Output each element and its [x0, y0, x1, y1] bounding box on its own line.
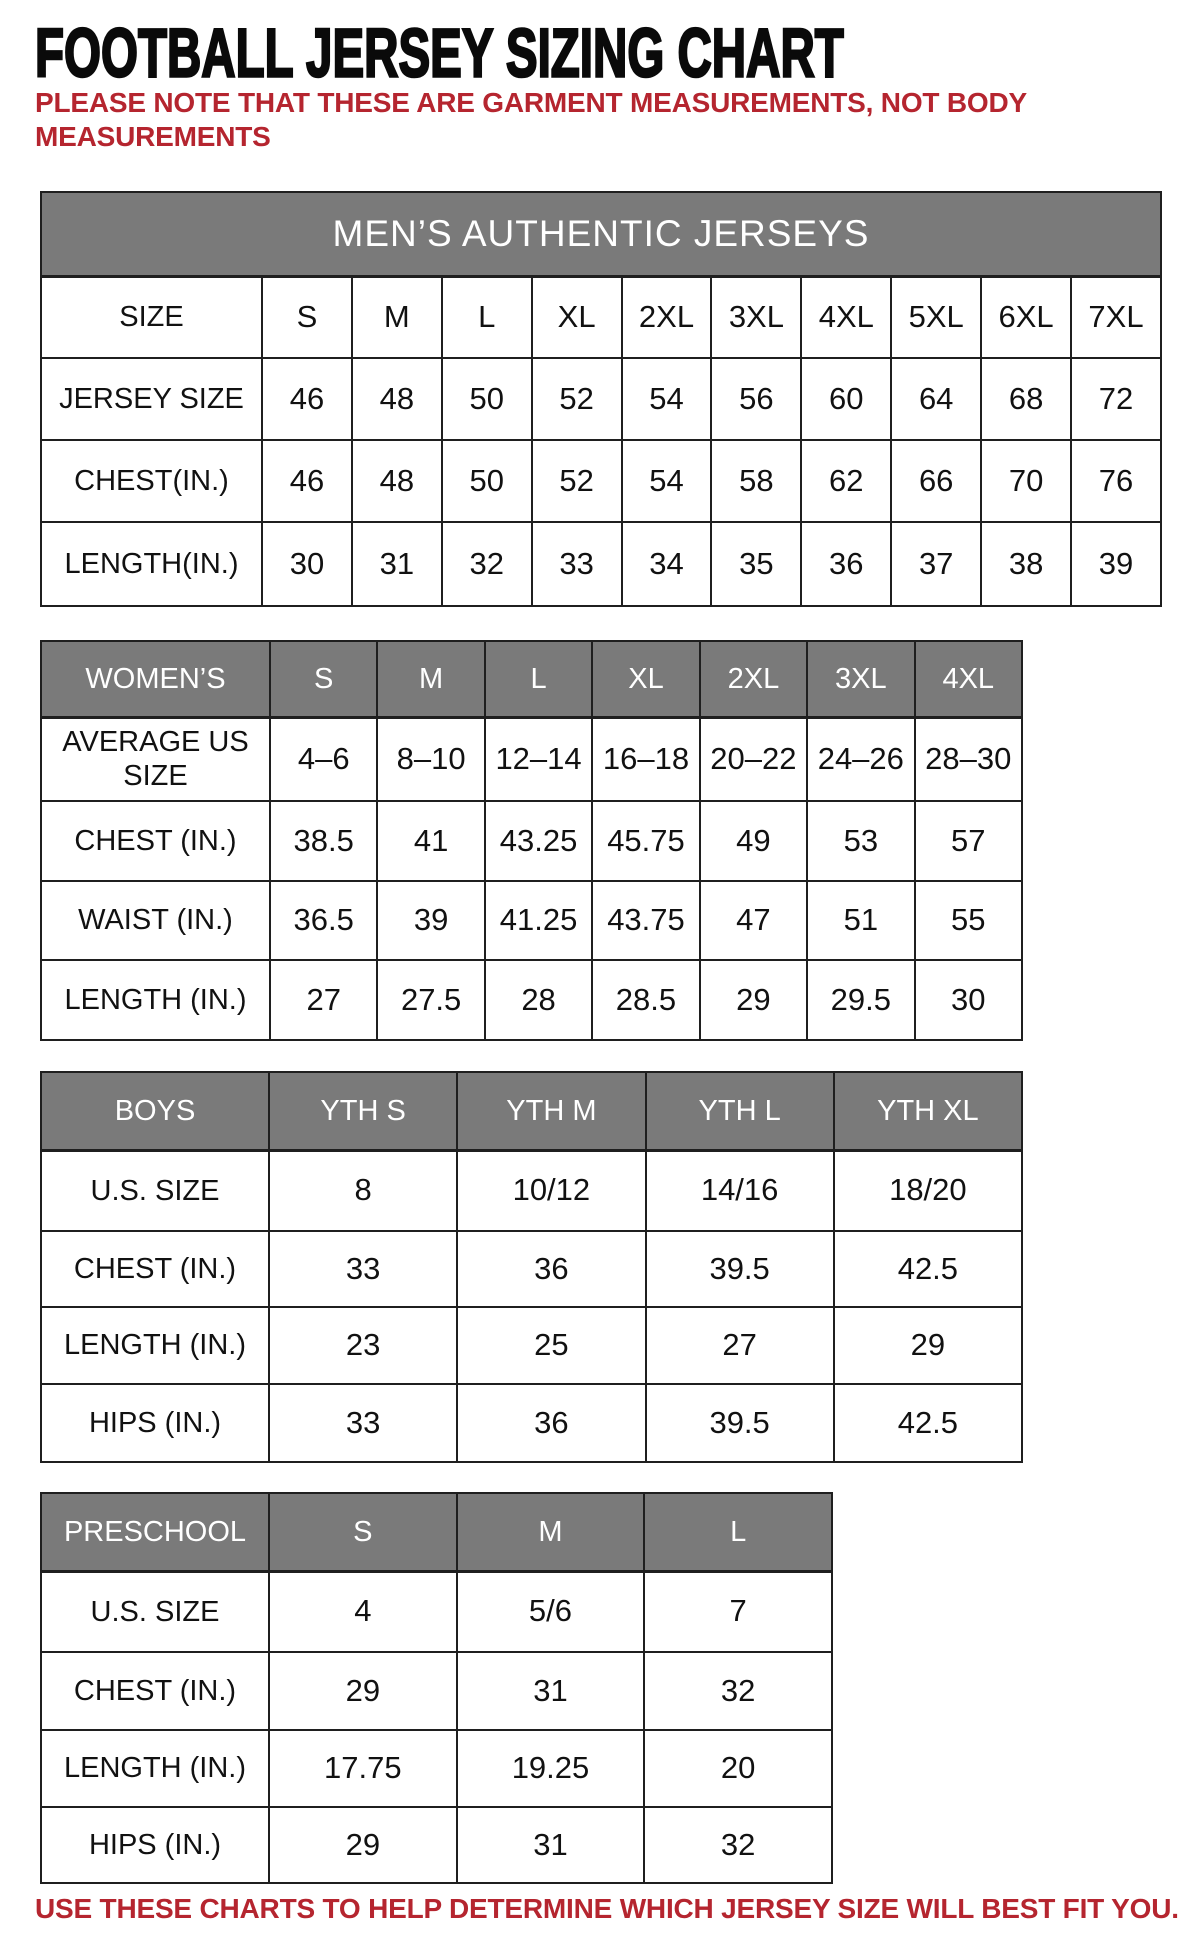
value-cell: 29	[700, 960, 807, 1040]
row-label-cell: WAIST (IN.)	[41, 881, 270, 960]
value-cell: 49	[700, 801, 807, 881]
value-cell: 70	[981, 440, 1071, 522]
table-row	[41, 801, 1022, 881]
value-cell: 36	[457, 1231, 645, 1307]
table-row	[41, 276, 1161, 358]
size-column-header: M	[377, 641, 484, 717]
value-cell: 27.5	[377, 960, 484, 1040]
value-cell: 8–10	[377, 717, 484, 801]
table-row	[41, 358, 1161, 440]
value-cell: 51	[807, 881, 914, 960]
value-cell: 23	[269, 1307, 457, 1384]
value-cell: 55	[915, 881, 1022, 960]
row-label-cell: LENGTH (IN.)	[41, 960, 270, 1040]
table-row	[41, 1384, 1022, 1462]
size-column-header: 4XL	[915, 641, 1022, 717]
value-cell: 68	[981, 358, 1071, 440]
value-cell: 42.5	[834, 1384, 1022, 1462]
value-cell: 39.5	[646, 1384, 834, 1462]
table-row	[41, 881, 1022, 960]
value-cell: 20	[644, 1730, 832, 1807]
value-cell: 18/20	[834, 1150, 1022, 1231]
value-cell: 10/12	[457, 1150, 645, 1231]
value-cell: 28	[485, 960, 592, 1040]
value-cell: XL	[532, 276, 622, 358]
value-cell: 50	[442, 358, 532, 440]
value-cell: 30	[915, 960, 1022, 1040]
row-label-cell: CHEST (IN.)	[41, 801, 270, 881]
womens-sizing-table	[40, 640, 1023, 1041]
row-label-cell: CHEST (IN.)	[41, 1231, 269, 1307]
value-cell: 5/6	[457, 1571, 645, 1652]
value-cell: 76	[1071, 440, 1161, 522]
table-row	[41, 522, 1161, 606]
mens-table-title: MEN’S AUTHENTIC JERSEYS	[41, 192, 1161, 276]
size-column-header: M	[457, 1493, 645, 1571]
size-column-header: L	[644, 1493, 832, 1571]
value-cell: 14/16	[646, 1150, 834, 1231]
value-cell: 4XL	[801, 276, 891, 358]
table-row	[41, 1807, 832, 1883]
note-line: PLEASE NOTE THAT THESE ARE GARMENT MEASUREMENTS, NOT BODY	[35, 87, 1027, 118]
value-cell: 37	[891, 522, 981, 606]
value-cell: 4–6	[270, 717, 377, 801]
size-column-header: YTH L	[646, 1072, 834, 1150]
value-cell: 8	[269, 1150, 457, 1231]
value-cell: 19.25	[457, 1730, 645, 1807]
table-row	[41, 1072, 1022, 1150]
value-cell: 46	[262, 440, 352, 522]
value-cell: 38	[981, 522, 1071, 606]
value-cell: 12–14	[485, 717, 592, 801]
value-cell: 57	[915, 801, 1022, 881]
value-cell: 43.25	[485, 801, 592, 881]
value-cell: 39	[377, 881, 484, 960]
size-column-header: 3XL	[807, 641, 914, 717]
value-cell: 39.5	[646, 1231, 834, 1307]
size-column-header: YTH S	[269, 1072, 457, 1150]
value-cell: 48	[352, 440, 442, 522]
size-column-header: L	[485, 641, 592, 717]
value-cell: 38.5	[270, 801, 377, 881]
size-column-header: YTH XL	[834, 1072, 1022, 1150]
table-row	[41, 192, 1161, 276]
value-cell: 58	[711, 440, 801, 522]
value-cell: L	[442, 276, 532, 358]
table-row	[41, 1231, 1022, 1307]
value-cell: 56	[711, 358, 801, 440]
value-cell: 24–26	[807, 717, 914, 801]
value-cell: 29	[834, 1307, 1022, 1384]
value-cell: 28–30	[915, 717, 1022, 801]
size-column-header: S	[269, 1493, 457, 1571]
mens-authentic-jerseys-table	[40, 191, 1162, 607]
value-cell: 31	[352, 522, 442, 606]
value-cell: 33	[269, 1231, 457, 1307]
value-cell: 64	[891, 358, 981, 440]
row-label-cell: U.S. SIZE	[41, 1571, 269, 1652]
value-cell: 45.75	[592, 801, 699, 881]
value-cell: 36.5	[270, 881, 377, 960]
table-row	[41, 1652, 832, 1730]
table-row	[41, 960, 1022, 1040]
value-cell: M	[352, 276, 442, 358]
table-row	[41, 440, 1161, 522]
value-cell: 48	[352, 358, 442, 440]
garment-measurements-note	[35, 86, 1027, 154]
value-cell: 5XL	[891, 276, 981, 358]
value-cell: 32	[644, 1807, 832, 1883]
table-row	[41, 641, 1022, 717]
value-cell: 52	[532, 358, 622, 440]
table-row	[41, 1571, 832, 1652]
preschool-table-title: PRESCHOOL	[41, 1493, 269, 1571]
value-cell: 46	[262, 358, 352, 440]
value-cell: 27	[646, 1307, 834, 1384]
value-cell: 3XL	[711, 276, 801, 358]
value-cell: 7XL	[1071, 276, 1161, 358]
value-cell: 66	[891, 440, 981, 522]
row-label-cell: LENGTH (IN.)	[41, 1307, 269, 1384]
value-cell: 33	[269, 1384, 457, 1462]
value-cell: 16–18	[592, 717, 699, 801]
page-title: FOOTBALL JERSEY SIZING CHART	[35, 15, 844, 93]
table-row	[41, 1150, 1022, 1231]
value-cell: 36	[801, 522, 891, 606]
table-row	[41, 1307, 1022, 1384]
value-cell: 29	[269, 1652, 457, 1730]
value-cell: 43.75	[592, 881, 699, 960]
value-cell: S	[262, 276, 352, 358]
value-cell: 7	[644, 1571, 832, 1652]
value-cell: 6XL	[981, 276, 1071, 358]
row-label-cell: U.S. SIZE	[41, 1150, 269, 1231]
value-cell: 60	[801, 358, 891, 440]
row-label-cell: HIPS (IN.)	[41, 1384, 269, 1462]
value-cell: 32	[644, 1652, 832, 1730]
row-label-cell: CHEST (IN.)	[41, 1652, 269, 1730]
row-label-cell: CHEST(IN.)	[41, 440, 262, 522]
value-cell: 34	[622, 522, 712, 606]
value-cell: 54	[622, 440, 712, 522]
value-cell: 72	[1071, 358, 1161, 440]
preschool-sizing-table	[40, 1492, 833, 1884]
row-label-cell: AVERAGE US SIZE	[41, 717, 270, 801]
value-cell: 52	[532, 440, 622, 522]
size-column-header: YTH M	[457, 1072, 645, 1150]
value-cell: 32	[442, 522, 532, 606]
row-label-cell: JERSEY SIZE	[41, 358, 262, 440]
footer-note: USE THESE CHARTS TO HELP DETERMINE WHICH JERSEY SIZE WILL BEST FIT YOU.	[35, 1893, 1179, 1924]
row-label-cell: LENGTH(IN.)	[41, 522, 262, 606]
value-cell: 41	[377, 801, 484, 881]
value-cell: 33	[532, 522, 622, 606]
value-cell: 20–22	[700, 717, 807, 801]
value-cell: 39	[1071, 522, 1161, 606]
value-cell: 47	[700, 881, 807, 960]
value-cell: 27	[270, 960, 377, 1040]
value-cell: 42.5	[834, 1231, 1022, 1307]
row-label-cell: HIPS (IN.)	[41, 1807, 269, 1883]
value-cell: 2XL	[622, 276, 712, 358]
value-cell: 4	[269, 1571, 457, 1652]
value-cell: 41.25	[485, 881, 592, 960]
boys-sizing-table	[40, 1071, 1023, 1463]
value-cell: 25	[457, 1307, 645, 1384]
value-cell: 53	[807, 801, 914, 881]
value-cell: 54	[622, 358, 712, 440]
value-cell: 50	[442, 440, 532, 522]
value-cell: 31	[457, 1807, 645, 1883]
value-cell: 36	[457, 1384, 645, 1462]
table-row	[41, 1493, 832, 1571]
table-row	[41, 717, 1022, 801]
womens-table-title: WOMEN’S	[41, 641, 270, 717]
row-label-cell: SIZE	[41, 276, 262, 358]
value-cell: 17.75	[269, 1730, 457, 1807]
value-cell: 30	[262, 522, 352, 606]
size-column-header: S	[270, 641, 377, 717]
value-cell: 62	[801, 440, 891, 522]
value-cell: 35	[711, 522, 801, 606]
value-cell: 28.5	[592, 960, 699, 1040]
boys-table-title: BOYS	[41, 1072, 269, 1150]
table-row	[41, 1730, 832, 1807]
note-line: MEASUREMENTS	[35, 121, 271, 152]
value-cell: 31	[457, 1652, 645, 1730]
value-cell: 29	[269, 1807, 457, 1883]
size-column-header: 2XL	[700, 641, 807, 717]
size-column-header: XL	[592, 641, 699, 717]
value-cell: 29.5	[807, 960, 914, 1040]
row-label-cell: LENGTH (IN.)	[41, 1730, 269, 1807]
